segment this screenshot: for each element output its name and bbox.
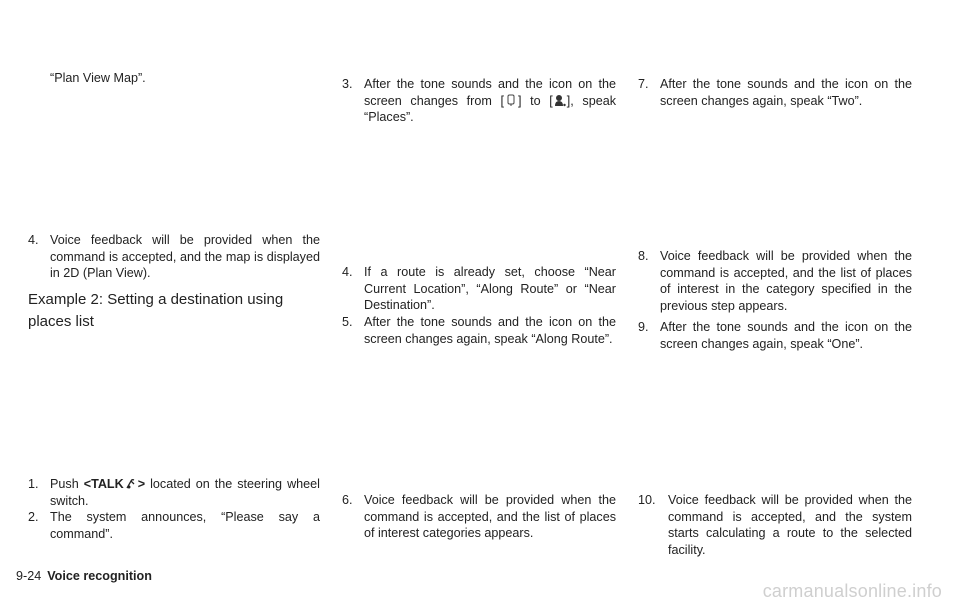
section-heading: Example 2: Setting a destination using places list [28, 291, 284, 330]
step-text: If a route is already set, choose “Near Current Location”, “Along Route” or “Near Destination”. [364, 265, 616, 312]
col2-step-3 [342, 76, 616, 126]
step-number: 4. [342, 265, 353, 279]
step-text: Voice feedback will be provided when the command is accepted, and the list of places of interest categories appears. [364, 493, 616, 540]
step-number: 3. [342, 77, 353, 91]
step-number: 7. [638, 77, 649, 91]
step-text: After the tone sounds and the icon on the screen changes again, speak “Two”. [660, 77, 912, 108]
continued-text [50, 70, 320, 87]
step-number: 4. [28, 233, 39, 247]
page-footer [16, 568, 152, 585]
step-text: After the tone sounds and the icon on the screen changes again, speak “One”. [660, 320, 912, 351]
step-number: 8. [638, 249, 649, 263]
voice-standby-icon [505, 94, 517, 107]
step-number: 2. [28, 510, 39, 524]
col3-step-7 [638, 76, 912, 109]
section-title: Voice recognition [47, 569, 152, 583]
voice-listening-icon [554, 94, 566, 107]
step-text: Voice feedback will be provided when the command is accepted, and the map is displayed in 2D (Plan View). [50, 233, 320, 280]
step-number: 9. [638, 320, 649, 334]
step-text: Push <TALK > located on the steering wheel switch. [50, 477, 320, 508]
step-text: Voice feedback will be provided when the command is accepted, and the list of places of interest in the category specified in the previous step appears. [660, 249, 912, 313]
col3-step-8 [638, 248, 912, 314]
step-number: 10. [638, 493, 656, 507]
step-text: After the tone sounds and the icon on the screen changes again, speak “Along Route”. [364, 315, 616, 346]
step-text: The system announces, “Please say a command”. [50, 510, 320, 541]
talk-switch-label: <TALK > [83, 477, 146, 491]
col2-step-6 [342, 492, 616, 542]
step-number: 5. [342, 315, 353, 329]
step-text: Voice feedback will be provided when the command is accepted, and the system starts calculating a route to the selected facility. [668, 493, 912, 557]
step-text: After the tone sounds and the icon on the screen changes from [ ] to [ ], speak “Places”. [364, 77, 616, 124]
continued-text-label: “Plan View Map”. [50, 71, 146, 85]
col3-step-9 [638, 319, 912, 352]
col2-step-5 [342, 314, 616, 347]
col1-step-1 [28, 476, 320, 509]
watermark: carmanualsonline.info [762, 581, 942, 601]
col1-step-2 [28, 509, 320, 542]
talk-handset-icon [125, 477, 137, 490]
col2-step-4 [342, 264, 616, 314]
step-number: 1. [28, 477, 39, 491]
col3-step-10 [638, 492, 912, 558]
page-number: 9-24 [16, 569, 42, 583]
col1-step-4 [28, 232, 320, 282]
step-number: 6. [342, 493, 353, 507]
